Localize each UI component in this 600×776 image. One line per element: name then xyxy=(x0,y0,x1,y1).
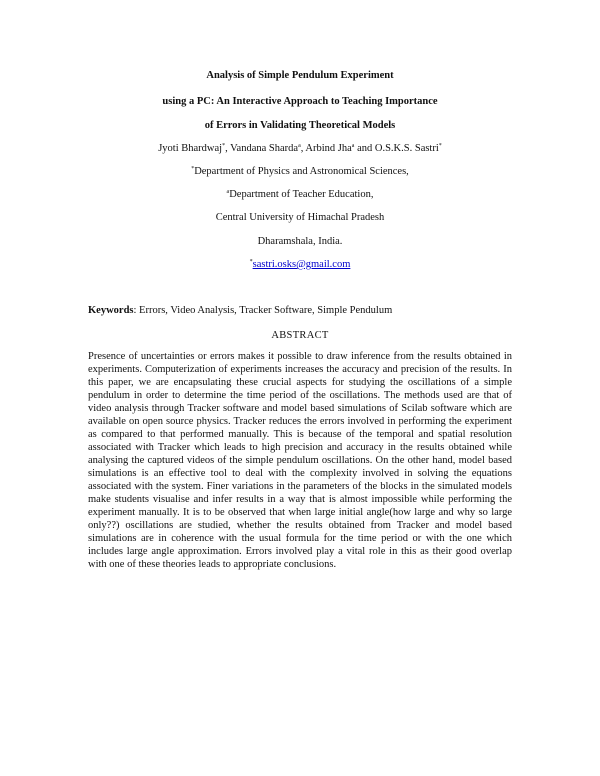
affiliation-mark: * xyxy=(191,166,195,172)
author-name: and O.S.K.S. Sastri xyxy=(354,143,439,154)
affiliation-3: Central University of Himachal Pradesh xyxy=(215,212,385,223)
affiliation-mark: a xyxy=(226,189,230,195)
title-line-2: using a PC: An Interactive Approach to Teaching Importance xyxy=(162,96,438,107)
abstract-body: Presence of uncertainties or errors makes it possible to draw inference from the results obtained in experiments. Computerization of experiments increases the accuracy and precision of the results. In this paper, we are encapsulating these crucial aspects for studying the oscillations of a simple pendulum in order to determine the time period of the oscillations. The methods used are that of video analysis through Tracker software and model based simulations of Scilab software which are available on open source physics. Tracker reduces the errors involved in performing the experiment as compared to that performed manually. This is because of the temporal and spatial resolution associated with Tracker which leads to high precision and accuracy in the results obtained while analysing the captured videos of the simple pendulum oscillations. On the other hand, model based simulations is an effective tool to deal with the complexity involved in solving the equations associated with the system. Finer variations in the parameters of the blocks in the simulated models make students visualise and infer results in a way that is almost impossible while performing the experiment manually. It is to be observed that when large initial angle(how large and why so large only??) oscillations are studied, whether the results obtained from Tracker and model based simulations are in coherence with the usual formula for the time period or with the one which includes large angle approximation. Errors involved play a vital role in this as their good overlap with one of these theories leads to appropriate conclusions. xyxy=(88,351,512,570)
email-link[interactable]: sastri.osks@gmail.com xyxy=(252,259,351,270)
author-list xyxy=(0,143,600,154)
author-name: Jyoti Bhardwaj xyxy=(158,143,223,154)
abstract-heading: ABSTRACT xyxy=(271,330,329,341)
title-line-3: of Errors in Validating Theoretical Models xyxy=(204,120,396,131)
affiliation-text: Department of Teacher Education, xyxy=(229,189,374,200)
keywords-label: Keywords xyxy=(88,305,134,316)
affiliation-mark: a xyxy=(351,143,355,149)
title-line-1: Analysis of Simple Pendulum Experiment xyxy=(206,70,394,81)
affiliation-mark: * xyxy=(249,259,253,265)
keywords-text: : Errors, Video Analysis, Tracker Software, Simple Pendulum xyxy=(133,305,393,316)
email-line xyxy=(0,259,600,270)
affiliation-4: Dharamshala, India. xyxy=(257,236,343,247)
affiliation-1 xyxy=(0,166,600,177)
affiliation-2 xyxy=(0,189,600,200)
keywords xyxy=(88,305,392,316)
affiliation-mark: * xyxy=(438,143,442,149)
affiliation-text: Department of Physics and Astronomical Sciences, xyxy=(194,166,409,177)
affiliation-mark: * xyxy=(222,143,226,149)
affiliation-mark: a xyxy=(298,143,301,149)
author-name: , Arbind Jha xyxy=(300,143,352,154)
author-name: , Vandana Sharda xyxy=(225,143,299,154)
